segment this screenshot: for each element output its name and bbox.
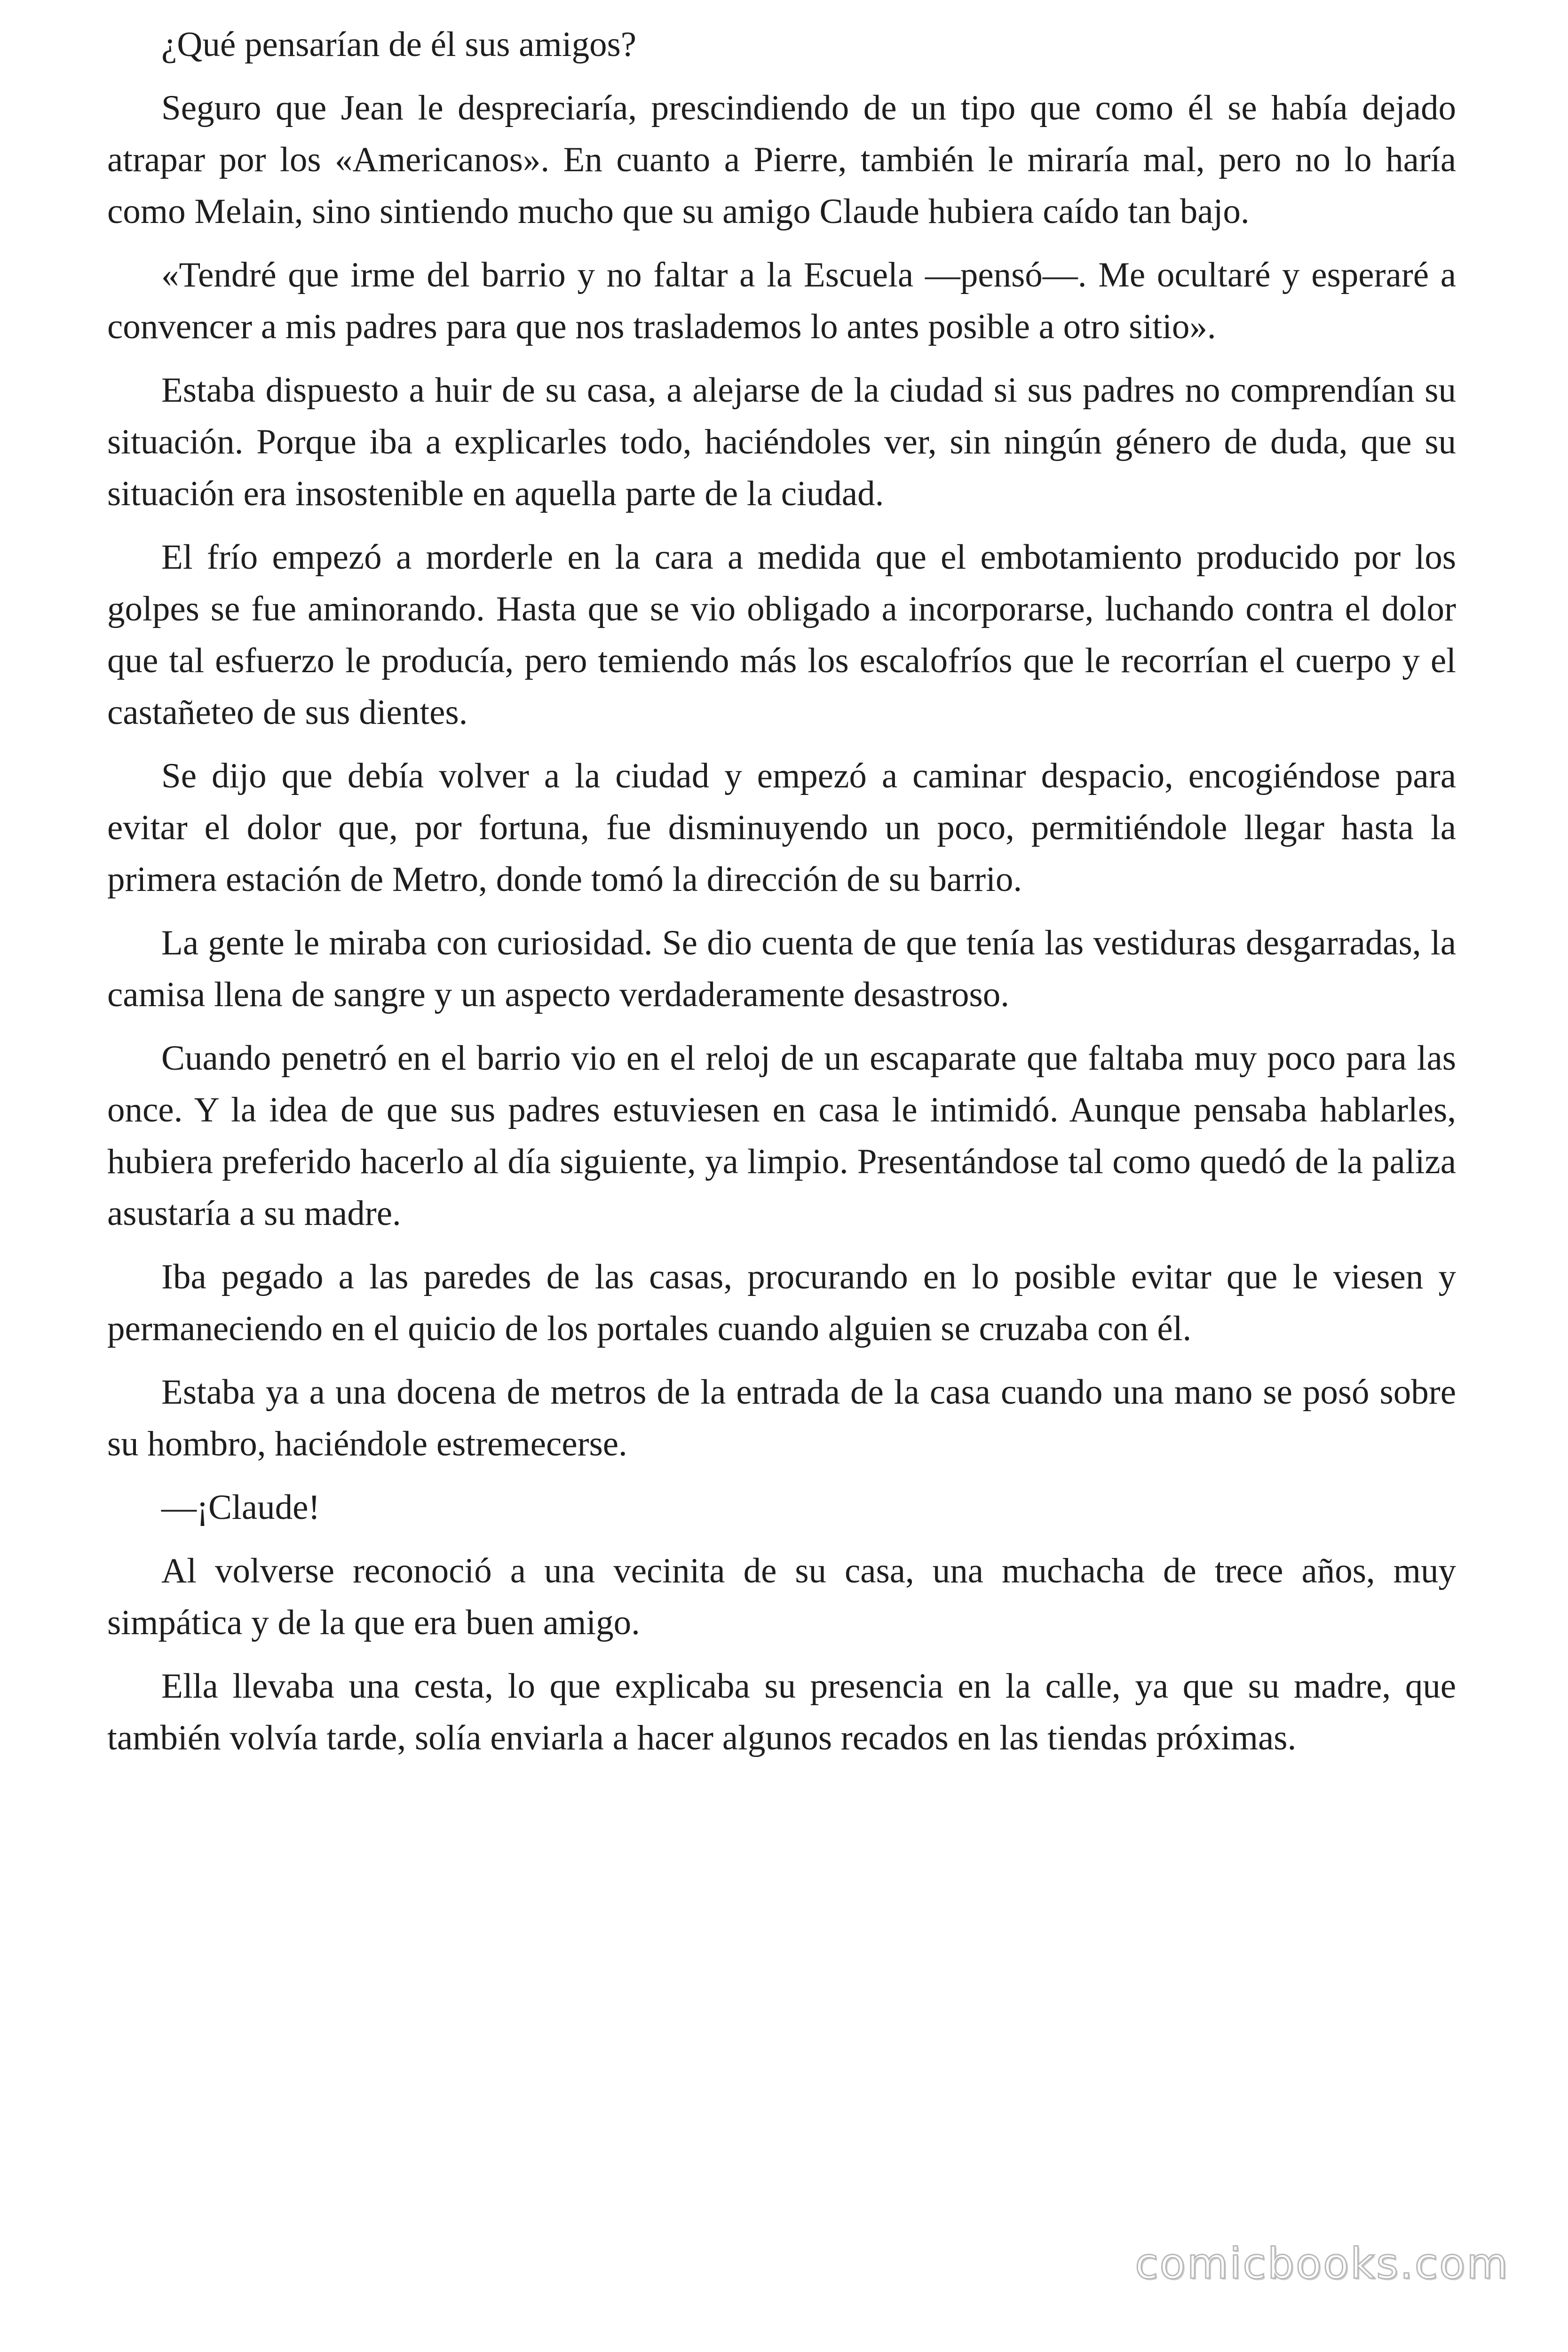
paragraph-12: Al volverse reconoció a una vecinita de su casa, una muchacha de trece años, muy simpática y de la que era buen amigo. <box>107 1551 1456 1642</box>
paragraph-6: Se dijo que debía volver a la ciudad y empezó a caminar despacio, encogiéndose para evitar el dolor que, por fortuna, fue disminuyendo un poco, permitiéndole llegar hasta la primera estación de Metro, donde tomó la dirección de su barrio. <box>107 756 1456 899</box>
paragraph-1: ¿Qué pensarían de él sus amigos? <box>161 25 637 64</box>
watermark: comicbooks.com <box>1135 2239 1509 2288</box>
paragraph-4: Estaba dispuesto a huir de su casa, a alejarse de la ciudad si sus padres no comprendían su situación. Porque iba a explicarles todo, haciéndoles ver, sin ningún género de duda, que su situación era insostenible en aquella parte de la ciudad. <box>107 371 1456 513</box>
page-body <box>107 19 1456 1776</box>
paragraph-9: Iba pegado a las paredes de las casas, procurando en lo posible evitar que le viesen y permaneciendo en el quicio de los portales cuando alguien se cruzaba con él. <box>107 1257 1456 1348</box>
paragraph-3: «Tendré que irme del barrio y no faltar a la Escuela —pensó—. Me ocultaré y esperaré a convencer a mis padres para que nos traslademos lo antes posible a otro sitio». <box>107 255 1456 346</box>
paragraph-5: El frío empezó a morderle en la cara a medida que el embotamiento producido por los golpes se fue aminorando. Hasta que se vio obligado a incorporarse, luchando contra el dolor que tal esfuerzo le producía, pero temiendo más los escalofríos que le recorrían el cuerpo y el castañeteo de sus dientes. <box>107 538 1456 732</box>
paragraph-8: Cuando penetró en el barrio vio en el reloj de un escaparate que faltaba muy poco para las once. Y la idea de que sus padres estuviesen en casa le intimidó. Aunque pensaba hablarles, hubiera preferido hacerlo al día siguiente, ya limpio. Presentándose tal como quedó de la paliza asustaría a su madre. <box>107 1039 1456 1233</box>
paragraph-2: Seguro que Jean le despreciaría, prescindiendo de un tipo que como él se había dejado atrapar por los «Americanos». En cuanto a Pierre, también le miraría mal, pero no lo haría como Melain, sino sintiendo mucho que su amigo Claude hubiera caído tan bajo. <box>107 88 1456 231</box>
paragraph-11: —¡Claude! <box>161 1488 320 1527</box>
paragraph-13: Ella llevaba una cesta, lo que explicaba su presencia en la calle, ya que su madre, que también volvía tarde, solía enviarla a hacer algunos recados en las tiendas próximas. <box>107 1667 1456 1757</box>
paragraph-7: La gente le miraba con curiosidad. Se dio cuenta de que tenía las vestiduras desgarradas, la camisa llena de sangre y un aspecto verdaderamente desastroso. <box>107 923 1456 1014</box>
paragraph-10: Estaba ya a una docena de metros de la entrada de la casa cuando una mano se posó sobre su hombro, haciéndole estremecerse. <box>107 1373 1456 1463</box>
